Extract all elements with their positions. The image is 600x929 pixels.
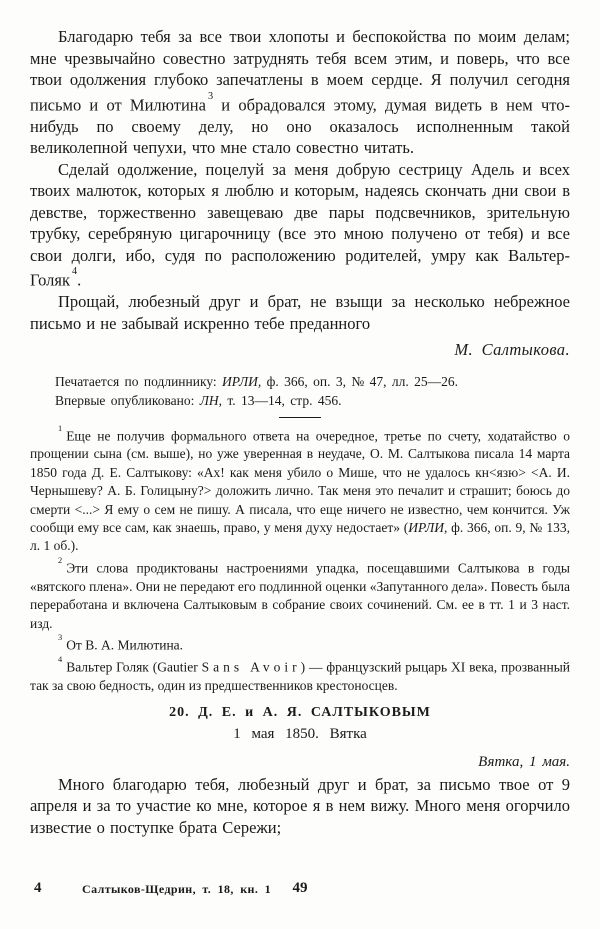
footnote-text: Вальтер Голяк (Gautier xyxy=(66,659,202,675)
footnote-marker: 3 xyxy=(58,633,63,643)
footnote-text: Эти слова продиктованы настроениями упадка, посещавшими Салтыкова в годы «вятского плена». Они не передают его подлинной оценки «Запутанного дела». Повесть была переработана и включена Салтыковым в собрание своих сочинений. См. ее в тт. 1 и 3 наст. изд. xyxy=(30,560,570,631)
letter-paragraph xyxy=(30,26,570,159)
footnote-text: ) — французский рыцарь XI века, прозванный так за свою бедность, один из предшественников крестоносцев. xyxy=(30,659,570,693)
footnote-reference-3: 3 xyxy=(207,90,214,102)
letterspaced-name: Sans Avoir xyxy=(201,659,301,675)
source-note-line xyxy=(55,372,570,391)
footnote-text: От В. А. Милютина. xyxy=(66,637,184,653)
letter-paragraph xyxy=(30,291,570,334)
footnotes-block xyxy=(30,424,570,696)
footnote-1 xyxy=(30,424,570,556)
source-note-text: ф. 366, оп. 3, № 47, лл. 25—26. xyxy=(261,373,458,389)
letter-signature: М. Салтыкова. xyxy=(454,340,570,359)
page-footer xyxy=(30,880,570,900)
letter-paragraph xyxy=(30,774,570,839)
source-note-text: т. 13—14, стр. 456. xyxy=(222,392,342,408)
footnote-text: ф. 366, оп. 9, № 133, л. 1 об.). xyxy=(30,520,570,554)
paragraph-text: Много благодарю тебя, любезный друг и брат, за письмо твое от 9 апреля и за то участие ко мне, которое я в нем вижу. Много меня огорчило известие о поступке брата Сережи; xyxy=(30,774,570,837)
letter-20-date-place: 1 мая 1850. Вятка xyxy=(233,726,367,743)
footnote-3 xyxy=(30,633,570,655)
letter-20-heading: 20. Д. Е. и А. Я. САЛТЫКОВЫМ xyxy=(169,705,431,721)
letter-dateline: Вятка, 1 мая. xyxy=(478,754,570,771)
footnote-marker: 1 xyxy=(58,423,63,433)
footnote-2 xyxy=(30,556,570,633)
source-note-line xyxy=(55,391,570,410)
footnote-reference-4: 4 xyxy=(71,266,78,278)
page-number: 49 xyxy=(292,880,308,896)
paragraph-text: . xyxy=(77,270,82,290)
running-title: Салтыков-Щедрин, т. 18, кн. 1 xyxy=(82,882,272,896)
footnote-text: Еще не получив формального ответа на очередное, третье по счету, ходатайство о прощении сына (см. выше), но уже уверенная в неудаче, О. М. Салтыкова писала 14 марта 1850 года Д. Е. Салтыкову: «Ах! как меня убило о Мише, что не удалось кн<язю> <А. И. Чернышеву? А. Б. Голицыну?> доложить лично. Так меня это печалит и страшит; боюсь до смерти <...> Я ему о сем не пишу. А писала, что еще ничего не известно, чем кончится. Уж сообщи ему все сам, как знаешь, право, у меня духу недостает» ( xyxy=(30,428,570,536)
footnote-marker: 4 xyxy=(58,655,63,665)
paragraph-text: и обрадовался этому, думая видеть в нем что-нибудь по своему делу, но оно оказалось исполненным такой великолепной чепухи, что мне стало совестно читать. xyxy=(30,95,570,157)
letter-paragraph xyxy=(30,159,570,292)
printing-signature-number: 4 xyxy=(34,880,42,896)
footnote-marker: 2 xyxy=(58,556,63,566)
source-note xyxy=(55,372,570,410)
source-note-text: Впервые опубликовано: xyxy=(55,392,200,408)
letter-19-body xyxy=(30,26,570,361)
publication-abbreviation: ЛН, xyxy=(199,392,223,408)
archive-abbreviation: ИРЛИ, xyxy=(408,520,448,536)
footnote-separator-rule xyxy=(279,417,321,418)
paragraph-text: Прощай, любезный друг и брат, не взыщи за несколько небрежное письмо и не забывай искренно тебе преданного xyxy=(30,292,570,333)
footnote-4 xyxy=(30,655,570,695)
paragraph-text: Сделай одолжение, поцелуй за меня добрую сестрицу Адель и всех твоих малюток, которых я люблю и которым, надеясь скончать дни свои в девстве, торжественно завещеваю две пары подсвечников, зрительную трубку, серебряную цигарочницу (все это мною получено от тебя) и все свои долги, ибо, судя по расположению родителей, умру как Вальтер-Голяк xyxy=(30,159,570,290)
archive-abbreviation: ИРЛИ, xyxy=(222,373,262,389)
letter-20-body xyxy=(30,752,570,838)
source-note-text: Печатается по подлиннику: xyxy=(55,373,223,389)
paragraph-text: Благодарю тебя за все твои хлопоты и беспокойства по моим делам; мне чрезвычайно совестно затруднять тебя всем этим, и поверь, что все твои одолжения глубоко запечатлены в моем сердце. Я получил сегодня письмо и от Милютина xyxy=(30,27,570,114)
